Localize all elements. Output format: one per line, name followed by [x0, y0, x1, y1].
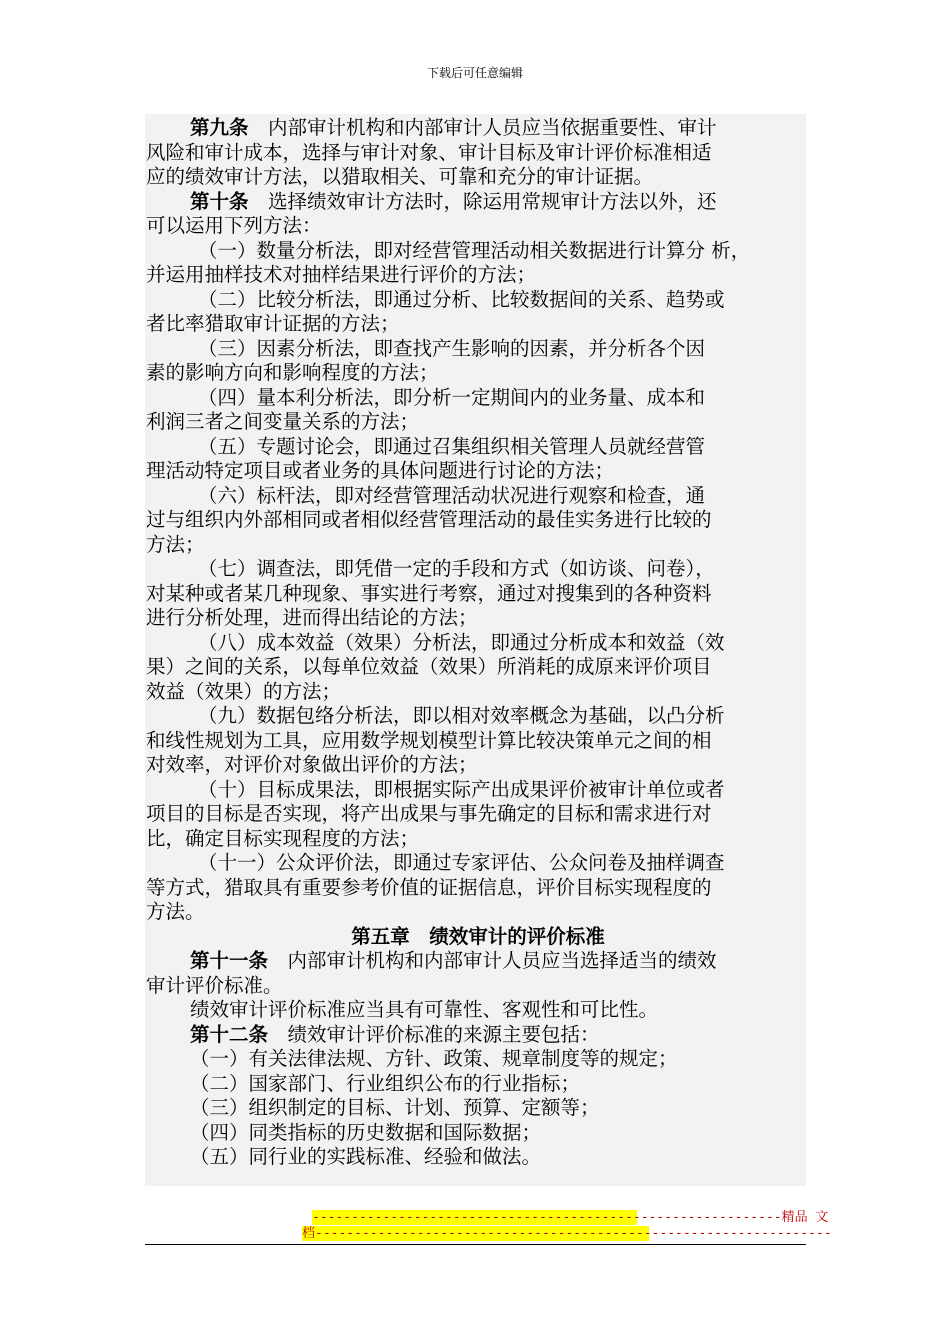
- method-3-line-1: （三）因素分析法，即查找产生影响的因素，并分析各个因: [198, 336, 706, 360]
- standard-source-5: （五）同行业的实践标准、经验和做法。: [190, 1145, 542, 1168]
- standard-source-4: （四）同类指标的历史数据和国际数据；: [190, 1120, 542, 1144]
- method-7-line-2: 对某种或者某几种现象、事实进行考察，通过对搜集到的各种资料: [146, 581, 712, 605]
- article-11-line-1: 第十一条 内部审计机构和内部审计人员应当选择适当的绩效: [190, 949, 717, 972]
- standard-source-3: （三）组织制定的目标、计划、预算、定额等；: [190, 1096, 600, 1119]
- method-2-line-2: 者比率猎取审计证据的方法；: [146, 312, 400, 335]
- chapter-5-heading: 第五章 绩效审计的评价标准: [351, 924, 605, 948]
- method-9-line-2: 和线性规划为工具，应用数学规划模型计算比较决策单元之间的相: [146, 728, 712, 752]
- method-10-line-1: （十）目标成果法，即根据实际产出成果评价被审计单位或者: [198, 777, 725, 801]
- method-11-line-2: 等方式，猎取具有重要参考价值的证据信息，评价目标实现程度的: [146, 875, 712, 899]
- method-5-line-2: 理活动特定项目或者业务的具体问题进行讨论的方法；: [146, 459, 615, 482]
- page-header: 下载后可任意编辑: [426, 66, 523, 80]
- method-11-line-3: 方法。: [146, 900, 205, 923]
- method-10-line-3: 比，确定目标实现程度的方法；: [146, 826, 420, 850]
- method-8-line-2: 果）之间的关系，以每单位效益（效果）所消耗的成原来评价项目: [146, 655, 712, 678]
- method-1-line-2: 并运用抽样技术对抽样结果进行评价的方法；: [146, 263, 537, 286]
- method-4-line-2: 利润三者之间变量关系的方法；: [146, 410, 420, 433]
- method-6-line-2: 过与组织内外部相同或者相似经营管理活动的最佳实务进行比较的: [146, 508, 712, 531]
- article-11-label: 第十一条: [190, 949, 269, 972]
- article-10-line-2: 可以运用下列方法：: [146, 214, 322, 237]
- method-4-line-1: （四）量本利分析法，即分析一定期间内的业务量、成本和: [198, 385, 706, 409]
- method-9-line-1: （九）数据包络分析法，即以相对效率概念为基础，以凸分析: [198, 704, 725, 727]
- method-10-line-2: 项目的目标是否实现，将产出成果与事先确定的目标和需求进行对: [146, 802, 712, 825]
- document-body: [146, 116, 810, 1170]
- article-9-line-3: 应的绩效审计方法，以猎取相关、可靠和充分的审计证据。: [146, 165, 654, 188]
- method-1-line-1: （一）数量分析法，即对经营管理活动相关数据进行计算分 析，: [198, 238, 751, 262]
- footer-text-1: ------------------------------------------------------------精品 文: [312, 1210, 829, 1225]
- method-11-line-1: （十一）公众评价法，即通过专家评估、公众问卷及抽样调查: [198, 851, 725, 874]
- article-10-label: 第十条: [190, 189, 249, 213]
- article-11-line-2: 审计评价标准。: [146, 973, 283, 997]
- method-2-line-1: （二）比较分析法，即通过分析、比较数据间的关系、趋势或: [198, 287, 725, 311]
- standard-source-2: （二）国家部门、行业组织公布的行业指标；: [190, 1071, 581, 1095]
- method-6-line-3: 方法；: [146, 532, 205, 556]
- method-5-line-1: （五）专题讨论会，即通过召集组织相关管理人员就经营管: [198, 434, 706, 458]
- footer-divider: [145, 1244, 806, 1245]
- article-9-label: 第九条: [190, 116, 249, 139]
- method-7-line-3: 进行分析处理，进而得出结论的方法；: [146, 606, 478, 629]
- standard-source-1: （一）有关法律法规、方针、政策、规章制度等的规定；: [190, 1047, 678, 1070]
- method-8-line-3: 效益（效果）的方法；: [146, 679, 342, 703]
- method-6-line-1: （六）标杆法，即对经营管理活动状况进行观察和检查，通: [198, 483, 706, 507]
- method-9-line-3: 对效率，对评价对象做出评价的方法；: [146, 753, 478, 776]
- article-12-label: 第十二条: [190, 1022, 269, 1046]
- article-12-line-1: 第十二条 绩效审计评价标准的来源主要包括：: [190, 1022, 600, 1046]
- method-3-line-2: 素的影响方向和影响程度的方法；: [146, 361, 439, 384]
- method-8-line-1: （八）成本效益（效果）分析法，即通过分析成本和效益（效: [198, 630, 725, 654]
- method-7-line-1: （七）调查法，即凭借一定的手段和方式（如访谈、问卷），: [198, 557, 715, 580]
- article-9-line-1: 第九条 内部审计机构和内部审计人员应当依据重要性、审计: [190, 116, 717, 139]
- article-10-line-1: 第十条 选择绩效审计方法时，除运用常规审计方法以外，还: [190, 189, 717, 213]
- article-9-line-2: 风险和审计成本，选择与审计对象、审计目标及审计评价标准相适: [146, 140, 712, 164]
- article-11-paragraph-2: 绩效审计评价标准应当具有可靠性、客观性和可比性。: [190, 998, 659, 1021]
- footer-text-2: 档------------------------------------------------------------------: [302, 1226, 832, 1241]
